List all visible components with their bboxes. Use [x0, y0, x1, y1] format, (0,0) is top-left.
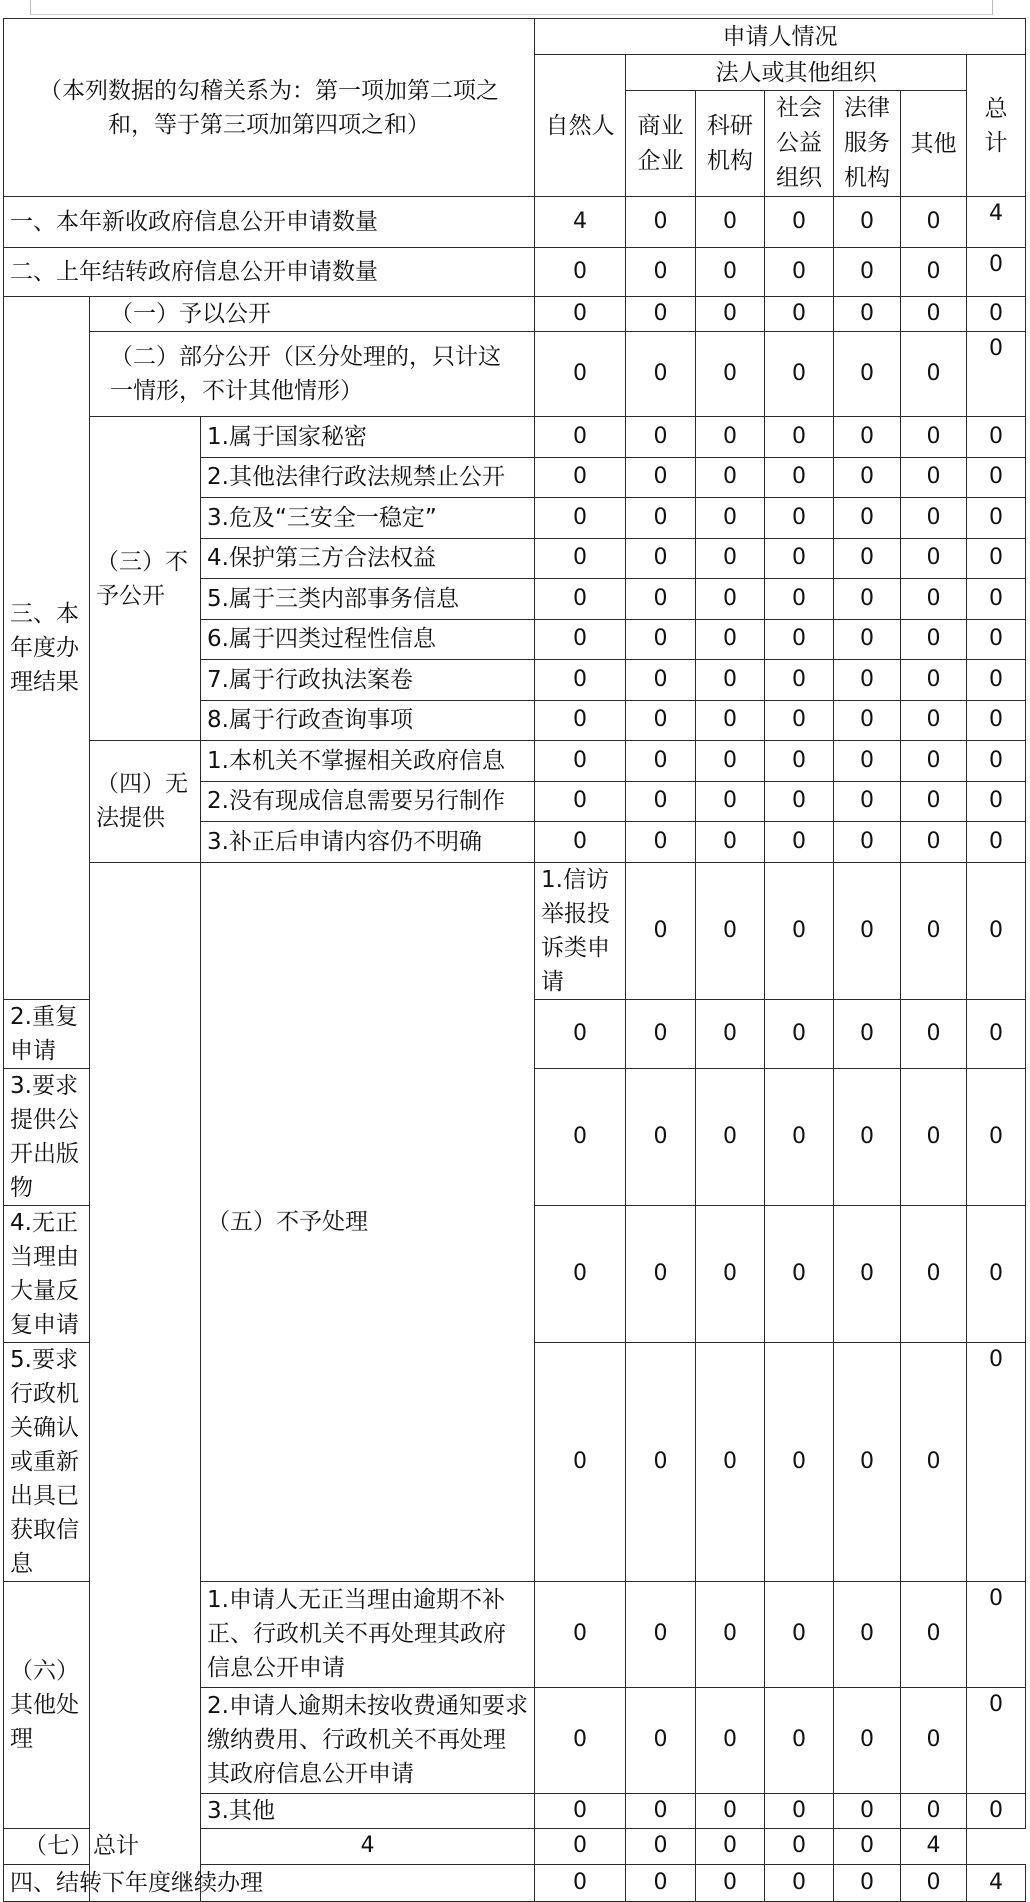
total-cell: 0: [967, 741, 1026, 782]
value-cell: 0: [535, 1342, 626, 1581]
value-cell: 0: [696, 332, 765, 417]
value-cell: 0: [535, 1687, 626, 1793]
value-cell: 0: [626, 1793, 696, 1828]
total-cell: 0: [967, 332, 1026, 417]
value-cell: 0: [834, 781, 901, 822]
row-label: 3.其他: [201, 1793, 535, 1828]
table-row: [4, 417, 1026, 458]
total-cell: 0: [967, 700, 1026, 741]
row-label: 一、本年新收政府信息公开申请数量: [4, 197, 535, 248]
value-cell: 0: [834, 1205, 901, 1342]
total-header: 总计: [967, 55, 1026, 197]
value-cell: 0: [626, 822, 696, 863]
value-cell: 0: [765, 660, 834, 701]
value-cell: 0: [834, 999, 901, 1068]
value-cell: 0: [626, 700, 696, 741]
value-cell: 0: [765, 332, 834, 417]
value-cell: 0: [535, 1205, 626, 1342]
value-cell: 0: [626, 332, 696, 417]
row-label: 2.其他法律行政法规禁止公开: [201, 457, 535, 498]
value-cell: 0: [626, 862, 696, 999]
other-header: 其他: [901, 91, 967, 197]
value-cell: 0: [696, 579, 765, 620]
value-cell: 0: [901, 248, 967, 297]
value-cell: 0: [765, 457, 834, 498]
value-cell: 0: [696, 1793, 765, 1828]
row-label: 5.属于三类内部事务信息: [201, 579, 535, 620]
total-cell: 0: [967, 1342, 1026, 1581]
value-cell: 0: [696, 457, 765, 498]
value-cell: 0: [834, 822, 901, 863]
table-row: [4, 1864, 1026, 1901]
total-cell: 0: [967, 1793, 1026, 1828]
value-cell: 0: [765, 822, 834, 863]
value-cell: 0: [834, 1068, 901, 1205]
value-cell: 0: [696, 248, 765, 297]
value-cell: 0: [901, 197, 967, 248]
total-cell: 0: [967, 822, 1026, 863]
value-cell: 0: [765, 999, 834, 1068]
value-cell: 0: [696, 1068, 765, 1205]
total-cell: 0: [967, 1068, 1026, 1205]
row-label: （一）予以公开: [90, 297, 535, 332]
row-label: 6.属于四类过程性信息: [201, 619, 535, 660]
value-cell: 0: [901, 498, 967, 539]
value-cell: 0: [901, 1581, 967, 1687]
value-cell: 0: [901, 1864, 967, 1901]
section-3-continued: [90, 862, 201, 1901]
total-cell: 0: [967, 297, 1026, 332]
row-label: 5.要求行政机关确认或重新出具已获取信息: [4, 1342, 90, 1581]
value-cell: 0: [765, 1828, 834, 1864]
row-label: 二、上年结转政府信息公开申请数量: [4, 248, 535, 297]
row-label: 7.属于行政执法案卷: [201, 660, 535, 701]
value-cell: 0: [535, 498, 626, 539]
value-cell: 0: [901, 999, 967, 1068]
commercial-header: 商业企业: [626, 91, 696, 197]
total-cell: 0: [967, 660, 1026, 701]
legal-org-header: 法人或其他组织: [626, 55, 967, 91]
value-cell: 0: [535, 1793, 626, 1828]
total-cell: 4: [967, 197, 1026, 248]
value-cell: 0: [626, 619, 696, 660]
value-cell: 0: [901, 660, 967, 701]
row-label: 2.重复申请: [4, 999, 90, 1068]
value-cell: 0: [765, 197, 834, 248]
group-6-label: （六）其他处理: [4, 1581, 90, 1828]
value-cell: 0: [535, 619, 626, 660]
value-cell: 0: [834, 417, 901, 458]
value-cell: 0: [696, 822, 765, 863]
value-cell: 0: [626, 498, 696, 539]
row-label: 1.本机关不掌握相关政府信息: [201, 741, 535, 782]
value-cell: 0: [696, 781, 765, 822]
value-cell: 0: [626, 538, 696, 579]
value-cell: 0: [834, 579, 901, 620]
table-row: [4, 297, 1026, 332]
total-cell: 0: [967, 781, 1026, 822]
table-row: [4, 197, 1026, 248]
value-cell: 0: [535, 999, 626, 1068]
value-cell: 0: [765, 498, 834, 539]
value-cell: 0: [535, 1581, 626, 1687]
value-cell: 0: [901, 579, 967, 620]
value-cell: 0: [626, 417, 696, 458]
value-cell: 0: [626, 741, 696, 782]
value-cell: 0: [765, 417, 834, 458]
previous-table-edge: [0, 0, 1030, 18]
value-cell: 0: [696, 1342, 765, 1581]
value-cell: 0: [834, 538, 901, 579]
value-cell: 0: [834, 498, 901, 539]
value-cell: 0: [626, 781, 696, 822]
value-cell: 0: [765, 1342, 834, 1581]
table-row: [4, 332, 1026, 417]
value-cell: 0: [626, 457, 696, 498]
value-cell: 0: [696, 741, 765, 782]
value-cell: 0: [765, 538, 834, 579]
table-row: [4, 19, 1026, 55]
row-label: 1.属于国家秘密: [201, 417, 535, 458]
value-cell: 0: [834, 332, 901, 417]
value-cell: 0: [626, 1864, 696, 1901]
value-cell: 0: [696, 1864, 765, 1901]
row-label: 1.申请人无正当理由逾期不补正、行政机关不再处理其政府信息公开申请: [201, 1581, 535, 1687]
row-label: 3.要求提供公开出版物: [4, 1068, 90, 1205]
value-cell: 0: [901, 1205, 967, 1342]
value-cell: 0: [834, 862, 901, 999]
value-cell: 0: [696, 1205, 765, 1342]
value-cell: 0: [834, 1864, 901, 1901]
group-3-label: （三）不予公开: [90, 417, 201, 741]
value-cell: 0: [535, 822, 626, 863]
value-cell: 0: [535, 741, 626, 782]
value-cell: 0: [696, 1687, 765, 1793]
value-cell: 0: [901, 862, 967, 999]
value-cell: 0: [535, 1828, 626, 1864]
value-cell: 0: [765, 741, 834, 782]
value-cell: 4: [201, 1828, 535, 1864]
value-cell: 0: [834, 700, 901, 741]
value-cell: 0: [535, 1068, 626, 1205]
value-cell: 0: [901, 700, 967, 741]
row-label: （七）总计: [4, 1828, 201, 1864]
value-cell: 0: [535, 248, 626, 297]
table-row: [4, 1828, 1026, 1864]
value-cell: 0: [901, 297, 967, 332]
value-cell: 0: [535, 538, 626, 579]
value-cell: 0: [834, 297, 901, 332]
natural-person-header: 自然人: [535, 55, 626, 197]
value-cell: 4: [535, 197, 626, 248]
value-cell: 0: [901, 1687, 967, 1793]
value-cell: 0: [901, 1342, 967, 1581]
value-cell: 0: [696, 700, 765, 741]
row-label: 2.申请人逾期未按收费通知要求缴纳费用、行政机关不再处理其政府信息公开申请: [201, 1687, 535, 1793]
value-cell: 0: [901, 741, 967, 782]
value-cell: 0: [626, 1068, 696, 1205]
value-cell: 0: [765, 579, 834, 620]
value-cell: 0: [834, 741, 901, 782]
value-cell: 0: [626, 197, 696, 248]
value-cell: 0: [765, 781, 834, 822]
total-cell: 0: [967, 1687, 1026, 1793]
value-cell: 0: [834, 1687, 901, 1793]
group-4-label: （四）无法提供: [90, 741, 201, 863]
value-cell: 0: [765, 619, 834, 660]
applicant-header: 申请人情况: [535, 19, 1026, 55]
value-cell: 0: [626, 1828, 696, 1864]
value-cell: 0: [626, 1581, 696, 1687]
total-cell: 0: [967, 457, 1026, 498]
value-cell: 0: [901, 1793, 967, 1828]
row-label: 2.没有现成信息需要另行制作: [201, 781, 535, 822]
table-row: [4, 862, 1026, 999]
value-cell: 0: [834, 1342, 901, 1581]
value-cell: 0: [834, 1793, 901, 1828]
value-cell: 0: [535, 332, 626, 417]
value-cell: 0: [626, 1205, 696, 1342]
total-cell: 0: [967, 1581, 1026, 1687]
value-cell: 0: [535, 1864, 626, 1901]
relation-note: （本列数据的勾稽关系为：第一项加第二项之和，等于第三项加第四项之和）: [4, 19, 535, 197]
total-cell: 0: [967, 1205, 1026, 1342]
value-cell: 0: [765, 297, 834, 332]
value-cell: 0: [834, 1828, 901, 1864]
value-cell: 0: [765, 700, 834, 741]
value-cell: 0: [696, 999, 765, 1068]
value-cell: 0: [967, 862, 1026, 999]
value-cell: 0: [765, 1864, 834, 1901]
row-label: 四、结转下年度继续办理: [4, 1864, 535, 1901]
value-cell: 0: [901, 538, 967, 579]
value-cell: 0: [535, 297, 626, 332]
value-cell: 0: [765, 248, 834, 297]
row-label: 4.保护第三方合法权益: [201, 538, 535, 579]
value-cell: 0: [535, 781, 626, 822]
value-cell: 0: [626, 660, 696, 701]
total-cell: 0: [967, 619, 1026, 660]
value-cell: 0: [901, 822, 967, 863]
total-cell: 0: [967, 417, 1026, 458]
row-label: （二）部分公开（区分处理的，只计这一情形，不计其他情形）: [90, 332, 535, 417]
value-cell: 0: [535, 579, 626, 620]
group-5-label: （五）不予处理: [201, 862, 535, 1581]
value-cell: 0: [834, 619, 901, 660]
total-cell: 0: [967, 498, 1026, 539]
value-cell: 0: [696, 538, 765, 579]
total-cell: 0: [967, 999, 1026, 1068]
value-cell: 0: [901, 781, 967, 822]
total-cell: 0: [967, 579, 1026, 620]
value-cell: 0: [696, 1828, 765, 1864]
law-header: 法律服务机构: [834, 91, 901, 197]
row-label: 8.属于行政查询事项: [201, 700, 535, 741]
social-header: 社会公益组织: [765, 91, 834, 197]
total-cell: 4: [967, 1864, 1026, 1901]
value-cell: 0: [834, 197, 901, 248]
value-cell: 0: [901, 332, 967, 417]
value-cell: 0: [765, 1687, 834, 1793]
value-cell: 0: [535, 700, 626, 741]
value-cell: 0: [535, 417, 626, 458]
section-3-label: 三、本年度办理结果: [4, 297, 90, 1000]
research-header: 科研机构: [696, 91, 765, 197]
value-cell: 0: [696, 660, 765, 701]
value-cell: 0: [626, 579, 696, 620]
value-cell: 0: [765, 1793, 834, 1828]
value-cell: 0: [901, 619, 967, 660]
value-cell: 0: [765, 1205, 834, 1342]
value-cell: 0: [901, 417, 967, 458]
row-label: 1.信访举报投诉类申请: [535, 862, 626, 999]
row-label: 3.危及“三安全一稳定”: [201, 498, 535, 539]
value-cell: 0: [834, 1581, 901, 1687]
gov-info-disclosure-table: [3, 18, 1026, 1902]
row-label: 4.无正当理由大量反复申请: [4, 1205, 90, 1342]
value-cell: 0: [535, 660, 626, 701]
value-cell: 0: [765, 862, 834, 999]
value-cell: 0: [901, 1068, 967, 1205]
value-cell: 0: [696, 1581, 765, 1687]
value-cell: 0: [696, 862, 765, 999]
value-cell: 0: [696, 417, 765, 458]
value-cell: 0: [834, 248, 901, 297]
value-cell: 0: [765, 1068, 834, 1205]
value-cell: 0: [765, 1581, 834, 1687]
value-cell: 0: [626, 999, 696, 1068]
value-cell: 0: [626, 1342, 696, 1581]
total-cell: 0: [967, 538, 1026, 579]
value-cell: 0: [696, 619, 765, 660]
value-cell: 0: [696, 297, 765, 332]
value-cell: 0: [696, 498, 765, 539]
total-cell: 0: [967, 248, 1026, 297]
value-cell: 0: [626, 1687, 696, 1793]
value-cell: 0: [626, 297, 696, 332]
table-row: [4, 741, 1026, 782]
table-row: [4, 248, 1026, 297]
row-label: 3.补正后申请内容仍不明确: [201, 822, 535, 863]
value-cell: 0: [535, 457, 626, 498]
value-cell: 0: [834, 660, 901, 701]
value-cell: 0: [626, 248, 696, 297]
value-cell: 0: [834, 457, 901, 498]
value-cell: 0: [696, 197, 765, 248]
total-cell: 4: [901, 1828, 967, 1864]
value-cell: 0: [901, 457, 967, 498]
